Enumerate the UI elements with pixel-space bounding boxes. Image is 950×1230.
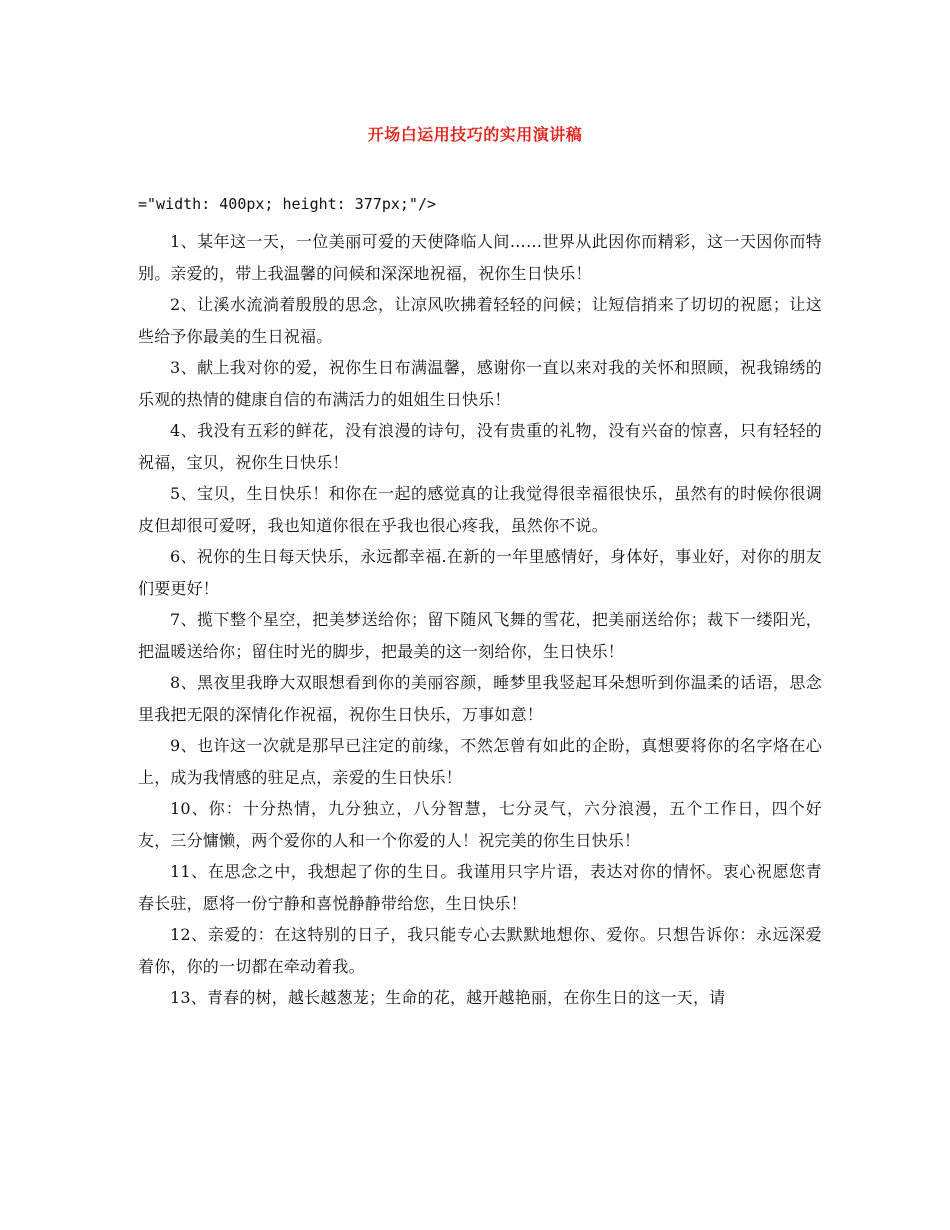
paragraph-4: 4、我没有五彩的鲜花，没有浪漫的诗句，没有贵重的礼物，没有兴奋的惊喜，只有轻轻的祝福，宝贝，祝你生日快乐！ [138,421,822,472]
paragraph-9: 9、也许这一次就是那早已注定的前缘，不然怎曾有如此的企盼，真想要将你的名字烙在心上，成为我情感的驻足点，亲爱的生日快乐！ [138,736,822,787]
stray-code-fragment: ="width: 400px; height: 377px;"/> [138,195,437,213]
paragraph-10: 10、你：十分热情，九分独立，八分智慧，七分灵气，六分浪漫，五个工作日，四个好友，三分慵懒，两个爱你的人和一个你爱的人！祝完美的你生日快乐！ [138,799,822,850]
paragraph-1: 1、某年这一天，一位美丽可爱的天使降临人间……世界从此因你而精彩，这一天因你而特别。亲爱的，带上我温馨的问候和深深地祝福，祝你生日快乐！ [138,232,822,283]
paragraph-12: 12、亲爱的：在这特别的日子，我只能专心去默默地想你、爱你。只想告诉你：永远深爱着你，你的一切都在牵动着我。 [138,925,822,976]
paragraph-8: 8、黑夜里我睁大双眼想看到你的美丽容颜，睡梦里我竖起耳朵想听到你温柔的话语，思念里我把无限的深情化作祝福，祝你生日快乐，万事如意！ [138,673,822,724]
paragraph-3: 3、献上我对你的爱，祝你生日布满温馨，感谢你一直以来对我的关怀和照顾，祝我锦绣的乐观的热情的健康自信的布满活力的姐姐生日快乐！ [138,358,822,409]
document-body [138,226,822,1014]
paragraph-11: 11、在思念之中，我想起了你的生日。我谨用只字片语，表达对你的情怀。衷心祝愿您青春长驻，愿将一份宁静和喜悦静静带给您，生日快乐！ [138,862,822,913]
paragraph-6: 6、祝你的生日每天快乐，永远都幸福.在新的一年里感情好，身体好，事业好，对你的朋友们要更好！ [138,547,822,598]
document-title: 开场白运用技巧的实用演讲稿 [367,125,583,144]
paragraph-5: 5、宝贝，生日快乐！和你在一起的感觉真的让我觉得很幸福很快乐，虽然有的时候你很调皮但却很可爱呀，我也知道你很在乎我也很心疼我，虽然你不说。 [138,484,822,535]
paragraph-7: 7、揽下整个星空，把美梦送给你；留下随风飞舞的雪花，把美丽送给你；裁下一缕阳光，把温暖送给你；留住时光的脚步，把最美的这一刻给你，生日快乐！ [138,610,822,661]
paragraph-2: 2、让溪水流淌着殷殷的思念，让凉风吹拂着轻轻的问候；让短信捎来了切切的祝愿；让这些给予你最美的生日祝福。 [138,295,822,346]
paragraph-13: 13、青春的树，越长越葱茏；生命的花，越开越艳丽，在你生日的这一天，请 [170,988,726,1007]
